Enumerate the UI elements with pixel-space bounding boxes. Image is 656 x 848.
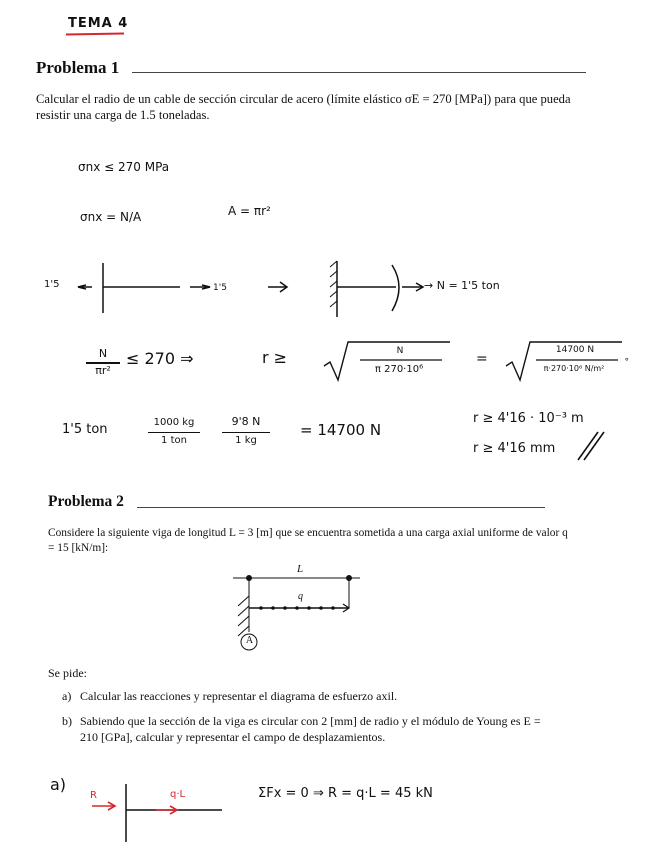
work2-equation: ΣFx = 0 ⇒ R = q·L = 45 kN: [258, 786, 433, 801]
r-result-2: r ≥ 4'16 mm: [473, 441, 556, 456]
work2-sketch: [80, 778, 240, 844]
problema-1-statement: Calcular el radio de un cable de sección circular de acero (límite elástico σE = 270 [MPa]) para que pueda resistir una carga de 1.5 toneladas.: [36, 92, 571, 122]
double-slash-mark: [574, 428, 608, 464]
sqrt2-num: 14700 N: [555, 345, 595, 355]
beam-q-label: q: [298, 591, 303, 602]
item-b-text: Sabiendo que la sección de la viga es circular con 2 [mm] de radio y el módulo de Young es E = 210 [GPa], calcular y representar el campo de desplazamientos.: [80, 714, 541, 744]
sqrt1-num: N: [396, 346, 404, 356]
conv-f1-num: 1000 kg: [153, 417, 195, 428]
conv-f2-num: 9'8 N: [231, 415, 261, 428]
item-a-marker: a): [62, 689, 72, 703]
conv-start: 1'5 ton: [62, 422, 108, 437]
work1-line2: σnx = N/A: [80, 210, 142, 224]
item-b-marker: b): [62, 714, 72, 728]
problema-2-title: Problema 2: [48, 493, 124, 510]
conv-f1-bar: [148, 432, 200, 433]
problema-1-title: Problema 1: [36, 58, 120, 77]
work1-line1: σnx ≤ 270 MPa: [78, 160, 170, 174]
item-a-text: Calcular las reacciones y representar el diagrama de esfuerzo axil.: [80, 689, 398, 703]
work2-part-label: a): [50, 775, 67, 794]
r-result-1: r ≥ 4'16 · 10⁻³ m: [473, 411, 584, 426]
problema-2-statement: Considere la siguiente viga de longitud L = 3 [m] que se encuentra sometida a una carga axial uniforme de valor q = 15 [kN/m]:: [48, 527, 568, 554]
ineq-rhs: ≤ 270 ⇒: [126, 349, 194, 368]
problema-2-rule: [137, 507, 545, 508]
work1-line3: A = πr²: [228, 204, 271, 218]
se-pide: Se pide:: [48, 666, 87, 680]
trailing-dot: ∘: [624, 355, 630, 365]
conv-f2-bar: [222, 432, 270, 433]
tema-underline: [66, 32, 124, 35]
support-A-label: A: [245, 635, 254, 646]
conv-f1-den: 1 ton: [161, 435, 187, 446]
work1-right-force: 1'5: [213, 283, 227, 293]
work1-n-label: → N = 1'5 ton: [424, 279, 500, 292]
sqrt1-den: π 270·10⁶: [374, 364, 424, 375]
eq-sign: =: [476, 351, 488, 367]
work2-qL-label: q·L: [170, 789, 186, 800]
conv-result: = 14700 N: [300, 421, 382, 439]
ineq-den: πr²: [95, 364, 111, 377]
ineq-num: N: [98, 347, 108, 360]
beam-L-label: L: [297, 563, 304, 575]
conv-f2-den: 1 kg: [235, 435, 257, 446]
sqrt2-den: π·270·10⁶ N/m²: [543, 364, 605, 373]
work2-R-label: R: [90, 790, 97, 801]
tema-heading: TEMA 4: [68, 16, 129, 31]
problema-1-rule: [132, 72, 586, 73]
r-ge: r ≥: [262, 348, 288, 367]
work1-left-force: 1'5: [44, 279, 60, 290]
